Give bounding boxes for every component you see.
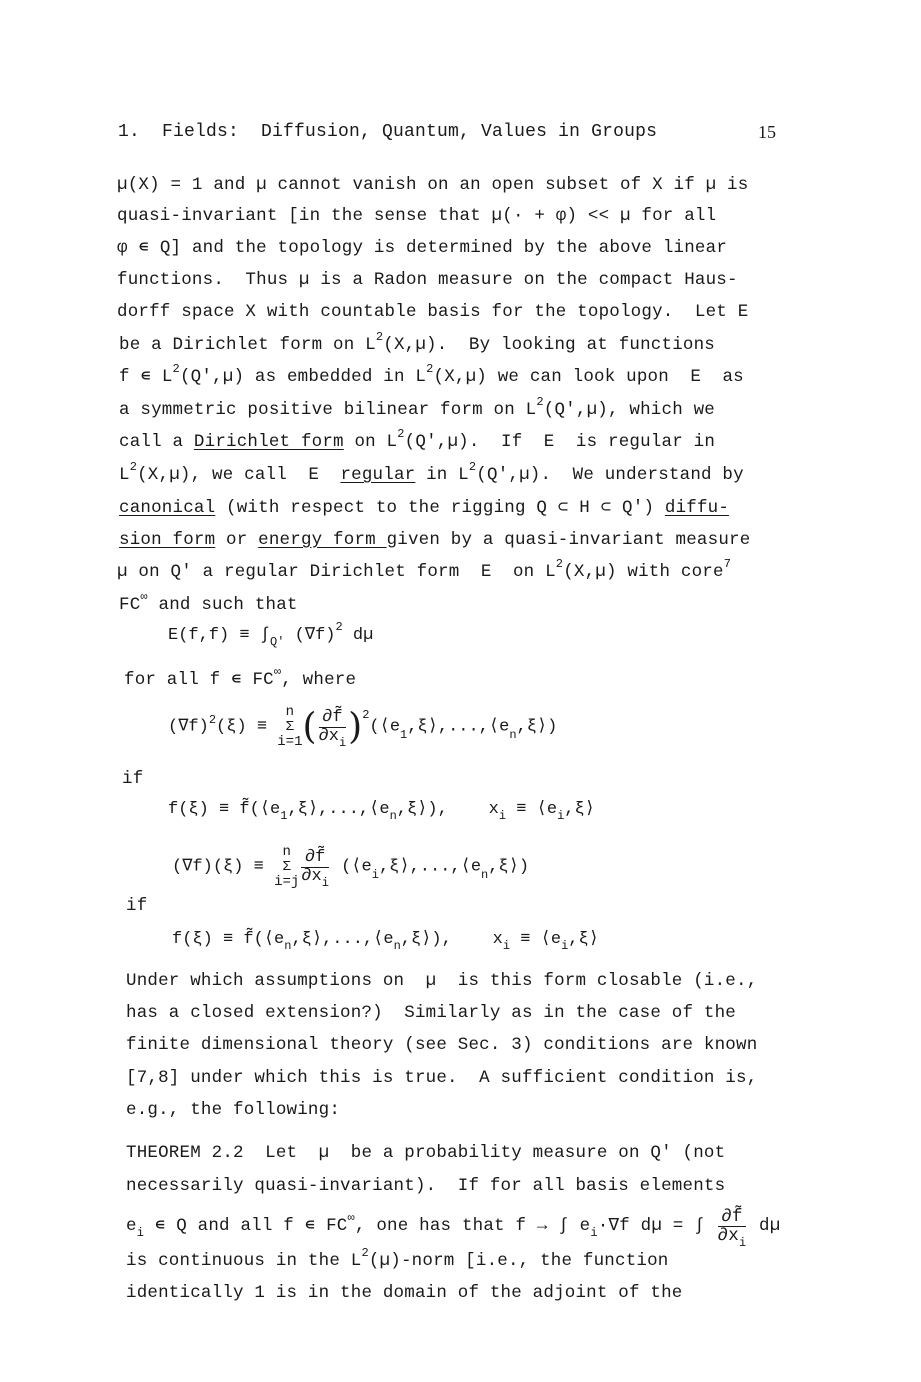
denominator: $\partial x_i$ <box>318 727 347 750</box>
text: , where <box>281 670 357 690</box>
footnote-marker: 7 <box>723 557 732 571</box>
sum-lower: i=1 <box>277 734 303 750</box>
term-diffusion-part: diffu- <box>664 498 730 518</box>
summation-operator <box>277 705 302 750</box>
text: (Q',µ), which we <box>543 400 716 420</box>
superscript: 2 <box>129 460 138 474</box>
body-line-6 <box>119 330 716 355</box>
text: (∇f) <box>168 717 209 737</box>
text: in L <box>415 465 469 485</box>
body-line-3: φ ∊ Q] and the topology is determined by the above linear <box>117 238 728 258</box>
term-regular: regular <box>340 465 416 485</box>
term-dirichlet-form: Dirichlet form <box>193 432 344 452</box>
text: (X,µ) we can look upon E as <box>433 367 744 387</box>
body-for-all <box>124 665 357 690</box>
term-energy-form: energy form <box>258 530 387 550</box>
text: (Q',µ). If E is regular in <box>404 432 716 452</box>
sum-symbol: Σ <box>285 719 295 735</box>
body-if-1: if <box>122 769 144 789</box>
theorem-line-5: identically 1 is in the domain of the adjoint of the <box>126 1283 683 1303</box>
superscript: ∞ <box>140 590 148 604</box>
theorem-line-4: is continuous in the $L^2(\mu)$-norm [i.e., the function <box>126 1246 669 1271</box>
text: and such that <box>147 595 298 615</box>
body-line-9 <box>119 427 716 452</box>
body-line-13 <box>117 557 732 582</box>
superscript: 2 <box>397 427 405 441</box>
superscript: 2 <box>555 557 564 571</box>
text: (Q',µ). We understand by <box>476 465 744 485</box>
superscript: ∞ <box>273 665 282 679</box>
term-canonical: canonical <box>119 498 216 518</box>
text: (X,µ), we call E <box>137 465 341 485</box>
summation-operator: n Σ i=j <box>274 844 300 890</box>
subscript: Q' <box>270 635 285 649</box>
text: or <box>215 530 259 550</box>
body-line-5: dorff space X with countable basis for the topology. Let E <box>117 302 749 322</box>
text: given by a quasi-invariant measure <box>386 530 751 550</box>
theorem-line-1: THEOREM 2.2 Let µ be a probability measure on Q' (not <box>126 1143 726 1163</box>
partial-fraction <box>318 708 347 750</box>
text: L <box>119 465 130 485</box>
superscript: 2 <box>375 330 384 344</box>
body-line-12 <box>119 530 750 550</box>
text: be a Dirichlet form on L <box>119 335 376 355</box>
text: a symmetric positive bilinear form on L <box>119 400 537 420</box>
equation-gradient: (∇f)(ξ) ≡ n Σ i=j $\frac{\partial f̃}{\partial x_i}$ $(⟨e_i,\xi⟩,...,⟨e_n,\xi⟩)$ <box>172 844 530 890</box>
running-header: 1. Fields: Diffusion, Quantum, Values in Groups <box>118 122 658 142</box>
partial-fraction: $\frac{\partial f̃}{\partial x_i}$ <box>301 848 329 890</box>
sum-upper: n <box>285 704 295 720</box>
superscript: 2 <box>172 362 180 376</box>
text: (∇f) <box>284 626 336 645</box>
term-diffusion-form: sion form <box>119 530 216 550</box>
body-line-11 <box>119 498 729 518</box>
text: (with respect to the rigging Q ⊂ H ⊂ Q') <box>215 498 665 518</box>
body-line-1: µ(X) = 1 and µ cannot vanish on an open subset of X if µ is <box>117 175 749 195</box>
left-paren: ( <box>302 706 317 748</box>
body-line-7 <box>119 362 744 387</box>
text: (Q',µ) as embedded in L <box>179 367 427 387</box>
text: (X,µ) with core <box>563 562 724 582</box>
text: dµ <box>342 626 374 645</box>
body-if-2: if <box>126 896 148 916</box>
superscript: 2 <box>468 460 477 474</box>
numerator: ∂f̃ <box>319 709 347 728</box>
equation-gradient-squared: $(\nabla f)^2(\xi)$ ≡ n Σ i=1 ( $\frac{\partial f̃}{\partial x_i}$ )$^2(⟨e_1,\xi⟩,...,⟨e_n,\xi⟩)$ <box>168 704 558 750</box>
equation-definition-1: $f(\xi) \equiv f̃(⟨e_1,\xi⟩,...,⟨e_n,\xi⟩)$, $x_i$ ≡ $⟨e_i,\xi⟩$ <box>168 800 595 823</box>
superscript: 2 <box>536 395 544 409</box>
body-after-line-3: finite dimensional theory (see Sec. 3) conditions are known <box>126 1035 758 1055</box>
text: µ on Q' a regular Dirichlet form E on L <box>117 562 556 582</box>
equation-energy-form <box>168 620 374 649</box>
text: on L <box>343 432 398 452</box>
text: (X,µ). By looking at functions <box>383 335 716 355</box>
partial-fraction: $\frac{\partial f̃}{\partial x_i}$ <box>717 1207 747 1250</box>
text: f ∊ L <box>119 367 173 387</box>
body-line-8 <box>119 395 716 420</box>
text: for all f ∊ FC <box>124 670 274 690</box>
superscript: 2 <box>208 712 217 727</box>
body-after-line-4: [7,8] under which this is true. A sufficient condition is, <box>126 1068 758 1088</box>
text: (⟨e <box>369 717 401 737</box>
text: E(f,f) ≡ ∫ <box>168 626 271 645</box>
text: call a <box>119 432 194 452</box>
body-line-2: quasi-invariant [in the sense that µ(· + φ) << µ for all <box>117 206 717 226</box>
text: (ξ) ≡ <box>216 717 278 737</box>
page-number: 15 <box>758 122 776 142</box>
text: FC <box>119 595 141 615</box>
body-after-line-2: has a closed extension?) Similarly as in the case of the <box>126 1003 736 1023</box>
superscript: 2 <box>426 362 434 376</box>
body-after-line-5: e.g., the following: <box>126 1100 341 1120</box>
superscript: 2 <box>335 620 343 634</box>
theorem-label: THEOREM 2.2 <box>126 1143 244 1163</box>
body-after-line-1: Under which assumptions on µ is this form closable (i.e., <box>126 971 758 991</box>
theorem-line-3: $e_i$ ∊ Q and all f ∊ FC∞, one has that f → ∫ $e_i\cdot\nabla f$ dµ = ∫ $\frac{\partial f̃}{\partial x_i}$ dµ <box>126 1207 781 1250</box>
body-line-4: functions. Thus µ is a Radon measure on the compact Haus- <box>117 270 738 290</box>
equation-definition-2: $f(\xi) \equiv f̃(⟨e_n,\xi⟩,...,⟨e_n,\xi⟩)$, $x_i$ ≡ $⟨e_i,\xi⟩$ <box>172 930 599 953</box>
body-line-14 <box>119 590 298 615</box>
superscript: 2 <box>362 707 370 722</box>
theorem-line-2: necessarily quasi-invariant). If for all basis elements <box>126 1176 726 1196</box>
body-line-10 <box>119 460 744 485</box>
right-paren: ) <box>348 706 363 748</box>
